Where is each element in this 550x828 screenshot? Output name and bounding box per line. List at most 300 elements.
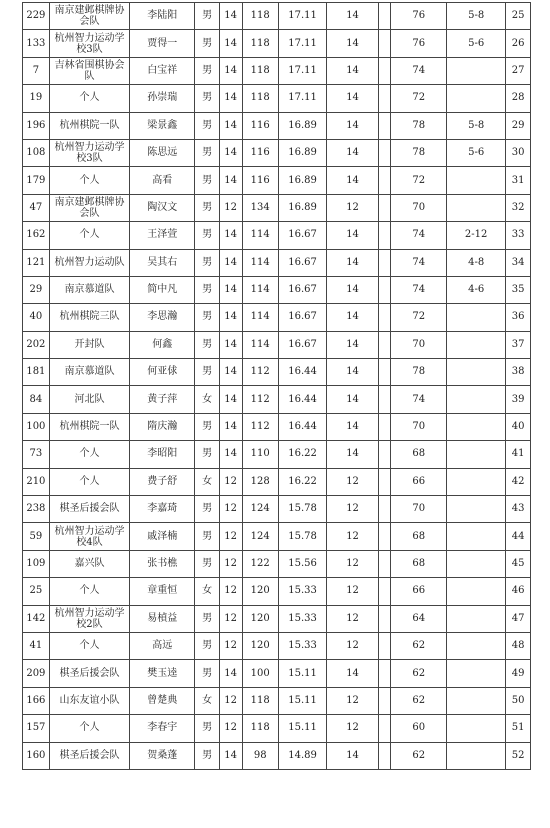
team-cell: 棋圣后援会队: [49, 660, 130, 687]
tiebreak-cell: 70: [391, 496, 447, 523]
player-name-cell: 李昭阳: [130, 441, 195, 468]
gender-cell: 男: [195, 496, 220, 523]
record-cell: 5-6: [446, 30, 505, 57]
team-cell: 个人: [49, 715, 130, 742]
points-cell: 14: [327, 30, 379, 57]
player-name-cell: 白宝祥: [130, 57, 195, 84]
record-cell: [446, 578, 505, 605]
blank-cell: [378, 304, 391, 331]
player-name-cell: 孙崇瑞: [130, 85, 195, 112]
record-cell: [446, 496, 505, 523]
player-number-cell: 142: [23, 605, 50, 632]
player-name-cell: 吴其右: [130, 249, 195, 276]
blank-cell: [378, 3, 391, 30]
team-cell: 棋圣后援会队: [49, 742, 130, 769]
player-name-cell: 戚泽楠: [130, 523, 195, 550]
blank-cell: [378, 30, 391, 57]
player-number-cell: 47: [23, 194, 50, 221]
rounds-cell: 14: [219, 660, 242, 687]
score-cell: 114: [242, 222, 278, 249]
rounds-cell: 14: [219, 85, 242, 112]
points-cell: 14: [327, 222, 379, 249]
team-cell: 南京慕道队: [49, 276, 130, 303]
record-cell: 5-6: [446, 139, 505, 166]
score-cell: 118: [242, 687, 278, 714]
blank-cell: [378, 632, 391, 659]
player-number-cell: 25: [23, 578, 50, 605]
record-cell: 4-8: [446, 249, 505, 276]
points-cell: 14: [327, 167, 379, 194]
team-cell: 杭州智力运动学校4队: [49, 523, 130, 550]
gender-cell: 男: [195, 276, 220, 303]
table-row: [23, 304, 531, 331]
team-cell: 杭州棋院三队: [49, 304, 130, 331]
rank-cell: 39: [506, 386, 531, 413]
ratio-cell: 16.67: [278, 304, 326, 331]
gender-cell: 男: [195, 304, 220, 331]
record-cell: [446, 386, 505, 413]
player-number-cell: 108: [23, 139, 50, 166]
player-name-cell: 李思瀚: [130, 304, 195, 331]
rounds-cell: 12: [219, 194, 242, 221]
score-cell: 112: [242, 386, 278, 413]
tiebreak-cell: 62: [391, 660, 447, 687]
table-row: [23, 331, 531, 358]
player-number-cell: 166: [23, 687, 50, 714]
player-name-cell: 李春宇: [130, 715, 195, 742]
rounds-cell: 14: [219, 167, 242, 194]
record-cell: 4-6: [446, 276, 505, 303]
rank-cell: 33: [506, 222, 531, 249]
ratio-cell: 17.11: [278, 3, 326, 30]
player-name-cell: 王泽萱: [130, 222, 195, 249]
rounds-cell: 14: [219, 30, 242, 57]
gender-cell: 男: [195, 112, 220, 139]
table-row: [23, 139, 531, 166]
standings-table: [22, 2, 531, 770]
rank-cell: 31: [506, 167, 531, 194]
rank-cell: 28: [506, 85, 531, 112]
table-row: [23, 660, 531, 687]
rank-cell: 47: [506, 605, 531, 632]
gender-cell: 男: [195, 30, 220, 57]
points-cell: 12: [327, 194, 379, 221]
player-number-cell: 121: [23, 249, 50, 276]
points-cell: 14: [327, 359, 379, 386]
team-cell: 个人: [49, 632, 130, 659]
blank-cell: [378, 222, 391, 249]
rank-cell: 41: [506, 441, 531, 468]
record-cell: [446, 194, 505, 221]
ratio-cell: 16.89: [278, 139, 326, 166]
gender-cell: 男: [195, 57, 220, 84]
points-cell: 12: [327, 496, 379, 523]
table-row: [23, 605, 531, 632]
rounds-cell: 12: [219, 715, 242, 742]
player-number-cell: 229: [23, 3, 50, 30]
player-number-cell: 162: [23, 222, 50, 249]
player-name-cell: 高远: [130, 632, 195, 659]
record-cell: [446, 413, 505, 440]
points-cell: 14: [327, 57, 379, 84]
ratio-cell: 16.44: [278, 413, 326, 440]
score-cell: 118: [242, 3, 278, 30]
blank-cell: [378, 413, 391, 440]
rounds-cell: 14: [219, 3, 242, 30]
record-cell: [446, 331, 505, 358]
rank-cell: 50: [506, 687, 531, 714]
team-cell: 南京慕道队: [49, 359, 130, 386]
score-cell: 112: [242, 413, 278, 440]
record-cell: [446, 660, 505, 687]
blank-cell: [378, 578, 391, 605]
rounds-cell: 12: [219, 605, 242, 632]
rounds-cell: 12: [219, 550, 242, 577]
rank-cell: 34: [506, 249, 531, 276]
gender-cell: 男: [195, 523, 220, 550]
gender-cell: 女: [195, 687, 220, 714]
score-cell: 116: [242, 139, 278, 166]
player-name-cell: 梁景鑫: [130, 112, 195, 139]
score-cell: 114: [242, 276, 278, 303]
ratio-cell: 15.78: [278, 496, 326, 523]
blank-cell: [378, 441, 391, 468]
player-number-cell: 210: [23, 468, 50, 495]
table-row: [23, 687, 531, 714]
player-name-cell: 曾楚典: [130, 687, 195, 714]
player-name-cell: 费子舒: [130, 468, 195, 495]
blank-cell: [378, 687, 391, 714]
player-number-cell: 157: [23, 715, 50, 742]
score-cell: 128: [242, 468, 278, 495]
record-cell: [446, 523, 505, 550]
team-cell: 棋圣后援会队: [49, 496, 130, 523]
gender-cell: 男: [195, 413, 220, 440]
points-cell: 12: [327, 550, 379, 577]
team-cell: 杭州棋院一队: [49, 413, 130, 440]
team-cell: 杭州棋院一队: [49, 112, 130, 139]
gender-cell: 男: [195, 85, 220, 112]
points-cell: 12: [327, 468, 379, 495]
points-cell: 12: [327, 578, 379, 605]
team-cell: 开封队: [49, 331, 130, 358]
tiebreak-cell: 76: [391, 3, 447, 30]
rounds-cell: 12: [219, 687, 242, 714]
score-cell: 112: [242, 359, 278, 386]
ratio-cell: 16.89: [278, 167, 326, 194]
gender-cell: 男: [195, 359, 220, 386]
gender-cell: 男: [195, 715, 220, 742]
score-cell: 114: [242, 331, 278, 358]
blank-cell: [378, 57, 391, 84]
player-name-cell: 樊玉逵: [130, 660, 195, 687]
player-number-cell: 73: [23, 441, 50, 468]
record-cell: [446, 715, 505, 742]
table-row: [23, 57, 531, 84]
gender-cell: 男: [195, 139, 220, 166]
ratio-cell: 15.78: [278, 523, 326, 550]
rank-cell: 52: [506, 742, 531, 769]
rounds-cell: 14: [219, 139, 242, 166]
rank-cell: 49: [506, 660, 531, 687]
record-cell: [446, 468, 505, 495]
rank-cell: 30: [506, 139, 531, 166]
table-row: [23, 85, 531, 112]
tiebreak-cell: 64: [391, 605, 447, 632]
gender-cell: 女: [195, 468, 220, 495]
rank-cell: 48: [506, 632, 531, 659]
score-cell: 118: [242, 57, 278, 84]
gender-cell: 男: [195, 632, 220, 659]
tiebreak-cell: 72: [391, 304, 447, 331]
rank-cell: 27: [506, 57, 531, 84]
gender-cell: 男: [195, 331, 220, 358]
tiebreak-cell: 78: [391, 359, 447, 386]
player-number-cell: 196: [23, 112, 50, 139]
record-cell: 5-8: [446, 112, 505, 139]
player-number-cell: 209: [23, 660, 50, 687]
points-cell: 14: [327, 85, 379, 112]
table-row: [23, 249, 531, 276]
team-cell: 山东友谊小队: [49, 687, 130, 714]
tiebreak-cell: 66: [391, 468, 447, 495]
ratio-cell: 17.11: [278, 57, 326, 84]
ratio-cell: 15.11: [278, 660, 326, 687]
ratio-cell: 15.11: [278, 687, 326, 714]
team-cell: 个人: [49, 441, 130, 468]
tiebreak-cell: 74: [391, 386, 447, 413]
tiebreak-cell: 76: [391, 30, 447, 57]
score-cell: 118: [242, 715, 278, 742]
rounds-cell: 14: [219, 304, 242, 331]
points-cell: 14: [327, 331, 379, 358]
player-name-cell: 高看: [130, 167, 195, 194]
player-name-cell: 章重恒: [130, 578, 195, 605]
player-number-cell: 160: [23, 742, 50, 769]
player-number-cell: 40: [23, 304, 50, 331]
gender-cell: 男: [195, 605, 220, 632]
points-cell: 14: [327, 112, 379, 139]
ratio-cell: 15.33: [278, 578, 326, 605]
ratio-cell: 15.56: [278, 550, 326, 577]
rank-cell: 42: [506, 468, 531, 495]
score-cell: 124: [242, 523, 278, 550]
points-cell: 14: [327, 413, 379, 440]
blank-cell: [378, 386, 391, 413]
tiebreak-cell: 70: [391, 331, 447, 358]
record-cell: [446, 687, 505, 714]
player-number-cell: 179: [23, 167, 50, 194]
record-cell: 2-12: [446, 222, 505, 249]
table-row: [23, 167, 531, 194]
blank-cell: [378, 249, 391, 276]
player-number-cell: 7: [23, 57, 50, 84]
score-cell: 122: [242, 550, 278, 577]
points-cell: 14: [327, 3, 379, 30]
points-cell: 12: [327, 687, 379, 714]
blank-cell: [378, 605, 391, 632]
rounds-cell: 14: [219, 742, 242, 769]
score-cell: 120: [242, 605, 278, 632]
blank-cell: [378, 660, 391, 687]
player-name-cell: 李嘉琦: [130, 496, 195, 523]
score-cell: 124: [242, 496, 278, 523]
score-cell: 110: [242, 441, 278, 468]
ratio-cell: 16.89: [278, 112, 326, 139]
player-number-cell: 100: [23, 413, 50, 440]
table-row: [23, 276, 531, 303]
score-cell: 100: [242, 660, 278, 687]
ratio-cell: 15.11: [278, 715, 326, 742]
rounds-cell: 14: [219, 441, 242, 468]
rounds-cell: 12: [219, 578, 242, 605]
rank-cell: 25: [506, 3, 531, 30]
standings-table-body: [23, 3, 531, 770]
rounds-cell: 12: [219, 496, 242, 523]
rank-cell: 38: [506, 359, 531, 386]
blank-cell: [378, 167, 391, 194]
gender-cell: 男: [195, 550, 220, 577]
rank-cell: 45: [506, 550, 531, 577]
player-number-cell: 59: [23, 523, 50, 550]
blank-cell: [378, 112, 391, 139]
points-cell: 12: [327, 605, 379, 632]
gender-cell: 男: [195, 3, 220, 30]
rounds-cell: 12: [219, 523, 242, 550]
record-cell: [446, 359, 505, 386]
rank-cell: 44: [506, 523, 531, 550]
team-cell: 杭州智力运动学校2队: [49, 605, 130, 632]
table-row: [23, 578, 531, 605]
score-cell: 114: [242, 249, 278, 276]
tiebreak-cell: 74: [391, 276, 447, 303]
blank-cell: [378, 85, 391, 112]
team-cell: 个人: [49, 578, 130, 605]
ratio-cell: 16.67: [278, 249, 326, 276]
points-cell: 14: [327, 386, 379, 413]
ratio-cell: 16.67: [278, 276, 326, 303]
ratio-cell: 17.11: [278, 30, 326, 57]
tiebreak-cell: 70: [391, 194, 447, 221]
team-cell: 个人: [49, 222, 130, 249]
record-cell: [446, 167, 505, 194]
tiebreak-cell: 66: [391, 578, 447, 605]
team-cell: 个人: [49, 167, 130, 194]
rank-cell: 26: [506, 30, 531, 57]
record-cell: [446, 57, 505, 84]
gender-cell: 男: [195, 194, 220, 221]
table-row: [23, 441, 531, 468]
blank-cell: [378, 359, 391, 386]
player-number-cell: 41: [23, 632, 50, 659]
points-cell: 14: [327, 441, 379, 468]
team-cell: 嘉兴队: [49, 550, 130, 577]
rank-cell: 43: [506, 496, 531, 523]
rounds-cell: 14: [219, 57, 242, 84]
blank-cell: [378, 523, 391, 550]
table-row: [23, 386, 531, 413]
table-row: [23, 632, 531, 659]
table-row: [23, 715, 531, 742]
player-number-cell: 84: [23, 386, 50, 413]
record-cell: [446, 304, 505, 331]
rank-cell: 36: [506, 304, 531, 331]
table-row: [23, 112, 531, 139]
ratio-cell: 16.22: [278, 441, 326, 468]
table-row: [23, 496, 531, 523]
rank-cell: 51: [506, 715, 531, 742]
tiebreak-cell: 74: [391, 57, 447, 84]
table-row: [23, 194, 531, 221]
player-number-cell: 133: [23, 30, 50, 57]
ratio-cell: 14.89: [278, 742, 326, 769]
score-cell: 114: [242, 304, 278, 331]
rounds-cell: 14: [219, 386, 242, 413]
gender-cell: 男: [195, 660, 220, 687]
blank-cell: [378, 331, 391, 358]
gender-cell: 男: [195, 441, 220, 468]
points-cell: 14: [327, 660, 379, 687]
team-cell: 吉林省围棋协会队: [49, 57, 130, 84]
player-number-cell: 19: [23, 85, 50, 112]
score-cell: 98: [242, 742, 278, 769]
player-number-cell: 238: [23, 496, 50, 523]
player-number-cell: 202: [23, 331, 50, 358]
gender-cell: 男: [195, 742, 220, 769]
rounds-cell: 14: [219, 112, 242, 139]
score-cell: 116: [242, 112, 278, 139]
rank-cell: 40: [506, 413, 531, 440]
tiebreak-cell: 72: [391, 85, 447, 112]
tiebreak-cell: 70: [391, 413, 447, 440]
gender-cell: 男: [195, 249, 220, 276]
gender-cell: 男: [195, 222, 220, 249]
rounds-cell: 12: [219, 632, 242, 659]
player-name-cell: 陶汉文: [130, 194, 195, 221]
rounds-cell: 14: [219, 331, 242, 358]
player-name-cell: 李陆阳: [130, 3, 195, 30]
rounds-cell: 14: [219, 249, 242, 276]
ratio-cell: 17.11: [278, 85, 326, 112]
tiebreak-cell: 74: [391, 222, 447, 249]
player-name-cell: 隋庆瀚: [130, 413, 195, 440]
player-name-cell: 张书樵: [130, 550, 195, 577]
team-cell: 南京建邺棋牌协会队: [49, 3, 130, 30]
gender-cell: 女: [195, 386, 220, 413]
table-row: [23, 30, 531, 57]
score-cell: 134: [242, 194, 278, 221]
team-cell: 杭州智力运动学校3队: [49, 30, 130, 57]
rounds-cell: 14: [219, 222, 242, 249]
tiebreak-cell: 60: [391, 715, 447, 742]
player-number-cell: 181: [23, 359, 50, 386]
rank-cell: 32: [506, 194, 531, 221]
points-cell: 14: [327, 276, 379, 303]
record-cell: [446, 85, 505, 112]
ratio-cell: 15.33: [278, 605, 326, 632]
tiebreak-cell: 74: [391, 249, 447, 276]
team-cell: 个人: [49, 85, 130, 112]
points-cell: 14: [327, 139, 379, 166]
tiebreak-cell: 62: [391, 687, 447, 714]
rank-cell: 29: [506, 112, 531, 139]
blank-cell: [378, 276, 391, 303]
blank-cell: [378, 715, 391, 742]
tiebreak-cell: 62: [391, 742, 447, 769]
gender-cell: 女: [195, 578, 220, 605]
table-row: [23, 468, 531, 495]
tiebreak-cell: 68: [391, 550, 447, 577]
